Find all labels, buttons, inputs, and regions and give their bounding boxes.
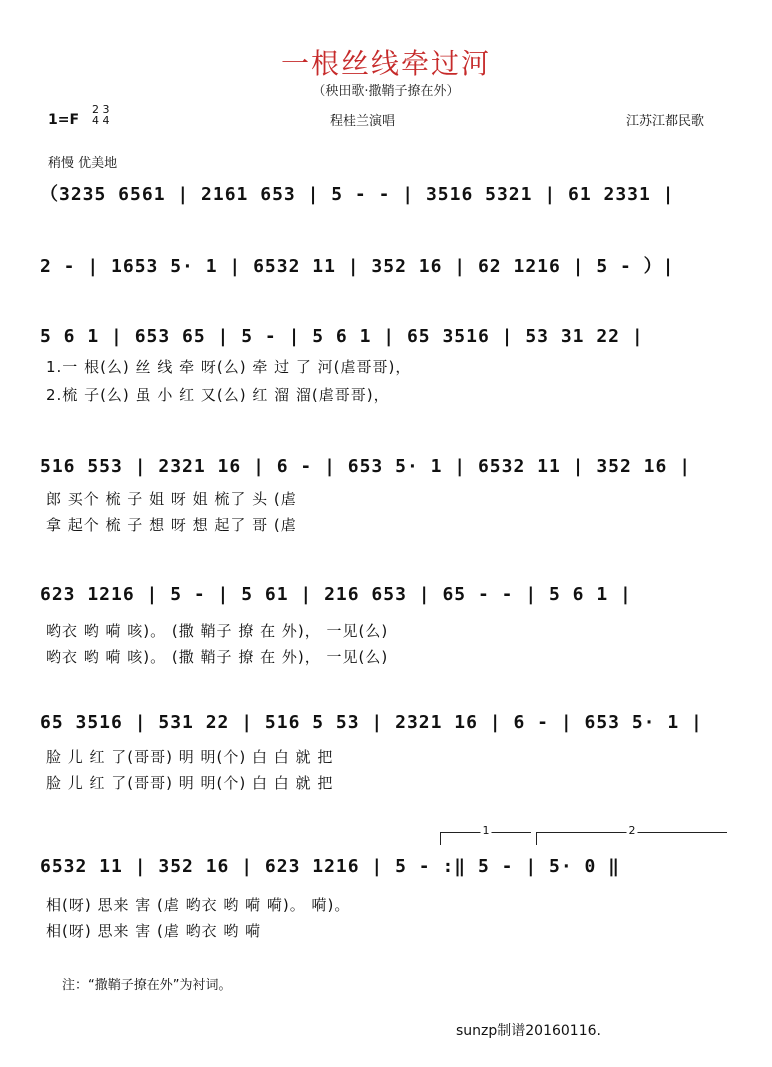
lyric-line-6-verse-1: 脸 儿 红 了(哥哥) 明 明(个) 白 白 就 把 — [46, 748, 334, 766]
score-line-1: （3235 6561 | 2161 653 | 5 - - | 3516 5321 | 61 2331 | — [40, 184, 675, 205]
score-line-7: 6532 11 | 352 16 | 623 1216 | 5 - :‖ 5 - | 5· 0 ‖ — [40, 856, 621, 877]
key-signature: 1=F — [48, 112, 80, 128]
lyric-line-6-verse-2: 脸 儿 红 了(哥哥) 明 明(个) 白 白 就 把 — [46, 774, 334, 792]
time-signature-top: 2 3 — [92, 103, 110, 116]
lyric-line-7-verse-2: 相(呀) 思来 害 (虐 哟衣 哟 嗬 — [46, 922, 262, 940]
footnote: 注：“撒鞘子撩在外”为衬词。 — [62, 978, 232, 993]
score-line-5: 623 1216 | 5 - | 5 61 | 216 653 | 65 - - | 5 6 1 | — [40, 584, 632, 605]
score-line-4: 516 553 | 2321 16 | 6 - | 653 5· 1 | 6532 11 | 352 16 | — [40, 456, 692, 477]
transcriber-signature: sunzp制谱20160116. — [456, 1023, 601, 1039]
volta-bracket-1: 1 — [440, 832, 531, 845]
song-source: 江苏江都民歌 — [626, 114, 705, 129]
song-title: 一根丝线牵过河 — [280, 47, 491, 80]
lyric-line-5-verse-2: 哟衣 哟 嗬 咳)。 (撒 鞘子 撩 在 外)， 一见(么) — [46, 648, 389, 666]
time-signature — [92, 104, 110, 126]
lyric-line-4-verse-2: 拿 起个 梳 子 想 呀 想 起了 哥 (虐 — [46, 516, 297, 534]
score-line-3: 5 6 1 | 653 65 | 5 - | 5 6 1 | 65 3516 | 53 31 22 | — [40, 326, 644, 347]
score-line-2: 2 - | 1653 5· 1 | 6532 11 | 352 16 | 62 1216 | 5 - ）| — [40, 256, 675, 277]
lyric-line-3-verse-2: 2.梳 子(么) 虽 小 红 又(么) 红 溜 溜(虐哥哥)， — [46, 386, 390, 404]
lyric-line-7-verse-1: 相(呀) 思来 害 (虐 哟衣 哟 嗬 嗬)。 嗬)。 — [46, 896, 351, 914]
time-signature-bottom: 4 4 — [92, 114, 110, 127]
lyric-line-4-verse-1: 郎 买个 梳 子 姐 呀 姐 梳了 头 (虐 — [46, 490, 297, 508]
tempo-marking: 稍慢 优美地 — [48, 156, 118, 171]
song-subtitle: （秧田歌·撒鞘子撩在外） — [312, 84, 460, 99]
volta-bracket-2: 2 — [536, 832, 727, 845]
performer: 程桂兰演唱 — [330, 114, 396, 129]
lyric-line-5-verse-1: 哟衣 哟 嗬 咳)。 (撒 鞘子 撩 在 外)， 一见(么) — [46, 622, 389, 640]
lyric-line-3-verse-1: 1.一 根(么) 丝 线 牵 呀(么) 牵 过 了 河(虐哥哥)， — [46, 358, 412, 376]
score-line-6: 65 3516 | 531 22 | 516 5 53 | 2321 16 | 6 - | 653 5· 1 | — [40, 712, 703, 733]
